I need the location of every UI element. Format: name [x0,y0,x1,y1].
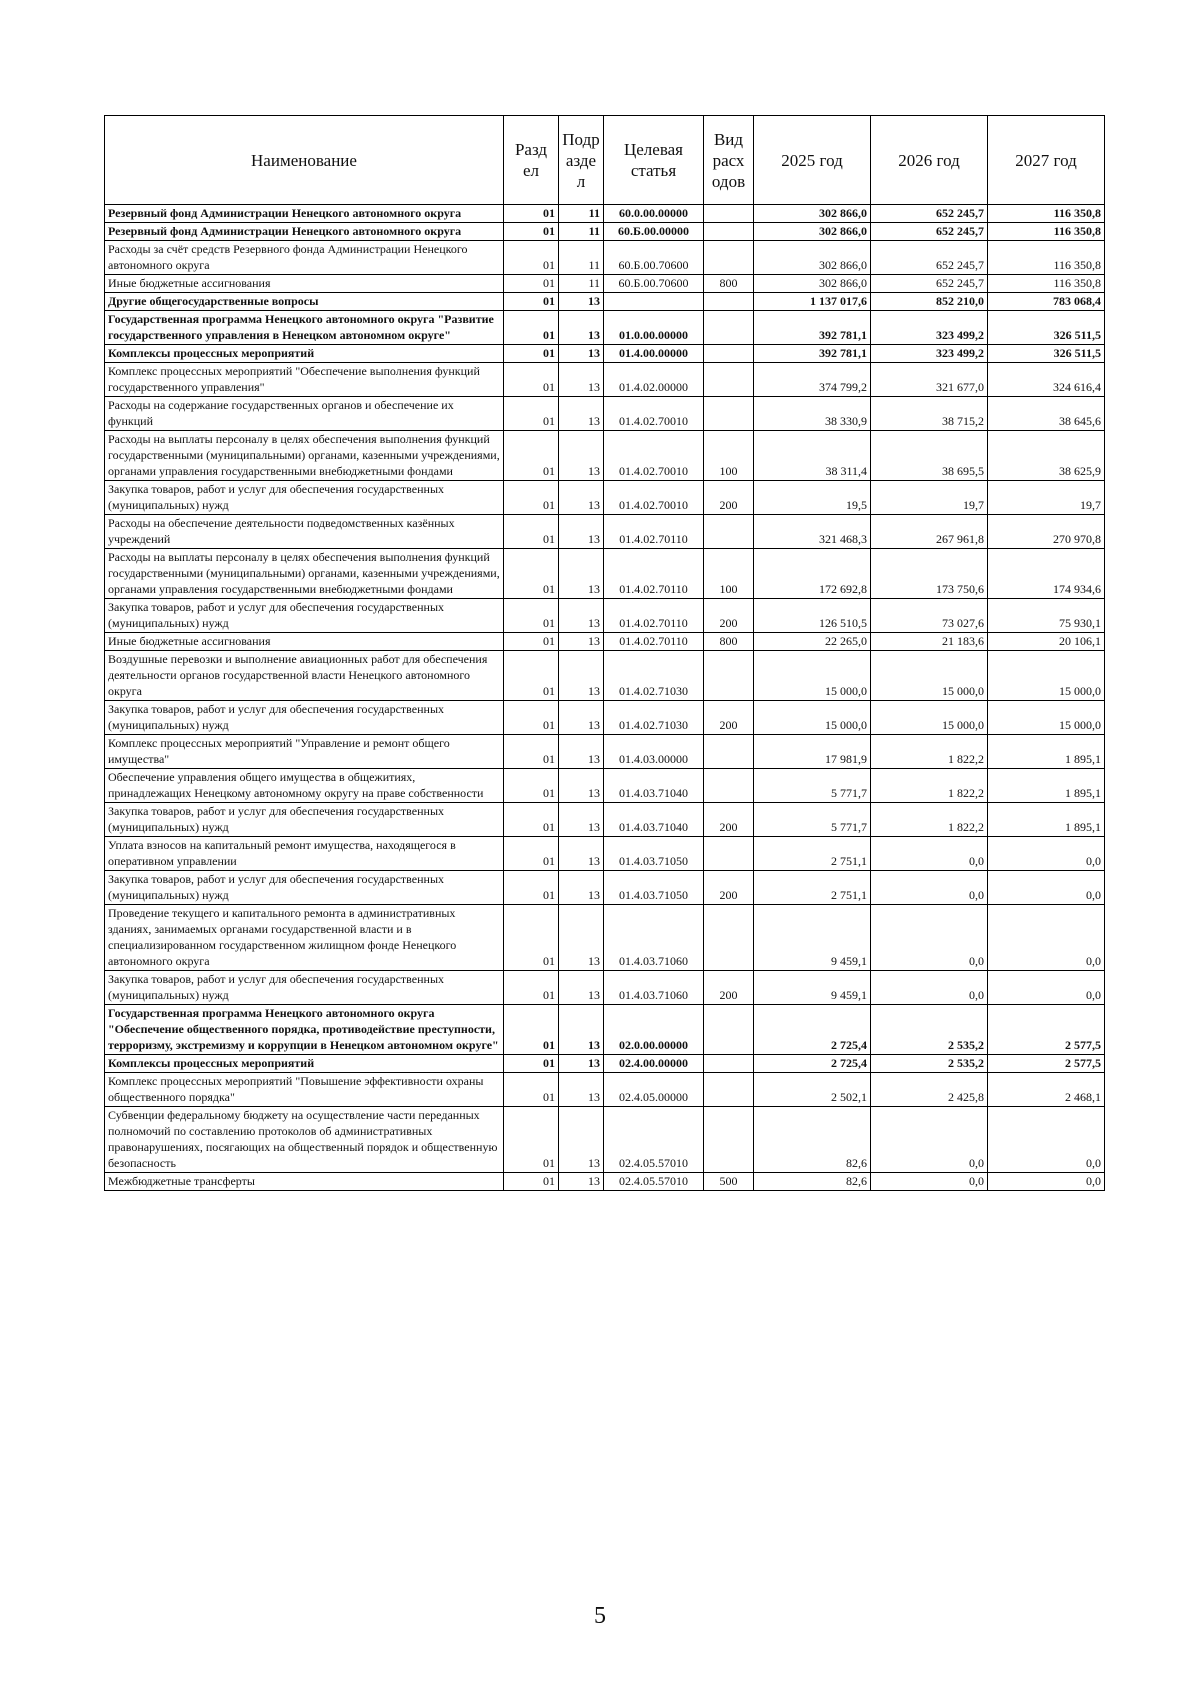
table-row [105,599,1105,633]
cell-name: Субвенции федеральному бюджету на осуществление части переданных полномочий по составлению протоколов об административных правонарушениях, посягающих на общественный порядок и общественную безопасность [105,1107,504,1173]
cell-amount-2026: 0,0 [871,1107,988,1173]
cell-expense-kind: 800 [704,275,754,293]
cell-amount-2027: 2 577,5 [988,1055,1105,1073]
cell-amount-2025: 2 502,1 [754,1073,871,1107]
cell-amount-2026: 0,0 [871,837,988,871]
cell-subsection: 13 [559,599,604,633]
table-row [105,481,1105,515]
cell-section: 01 [504,971,559,1005]
cell-amount-2027: 19,7 [988,481,1105,515]
cell-expense-kind: 800 [704,633,754,651]
cell-amount-2026: 1 822,2 [871,769,988,803]
cell-expense-kind: 100 [704,431,754,481]
cell-subsection: 13 [559,871,604,905]
cell-amount-2027: 116 350,8 [988,241,1105,275]
table-row [105,837,1105,871]
cell-target-article: 01.4.03.71050 [604,871,704,905]
cell-expense-kind [704,1055,754,1073]
cell-amount-2027: 0,0 [988,971,1105,1005]
cell-amount-2026: 0,0 [871,1173,988,1191]
table-row [105,363,1105,397]
table-row [105,871,1105,905]
cell-amount-2025: 2 751,1 [754,871,871,905]
cell-expense-kind [704,769,754,803]
cell-section: 01 [504,293,559,311]
cell-amount-2025: 15 000,0 [754,651,871,701]
cell-section: 01 [504,311,559,345]
cell-amount-2026: 2 535,2 [871,1005,988,1055]
cell-subsection: 13 [559,345,604,363]
cell-name: Закупка товаров, работ и услуг для обеспечения государственных (муниципальных) нужд [105,701,504,735]
cell-target-article: 01.4.02.71030 [604,701,704,735]
table-row [105,1055,1105,1073]
header-year-2027: 2027 год [988,116,1105,205]
cell-amount-2027: 38 645,6 [988,397,1105,431]
cell-target-article [604,293,704,311]
cell-section: 01 [504,701,559,735]
cell-expense-kind [704,1107,754,1173]
cell-name: Уплата взносов на капитальный ремонт имущества, находящегося в оперативном управлении [105,837,504,871]
cell-amount-2026: 15 000,0 [871,651,988,701]
cell-amount-2026: 321 677,0 [871,363,988,397]
cell-amount-2027: 75 930,1 [988,599,1105,633]
table-row [105,549,1105,599]
cell-amount-2027: 2 468,1 [988,1073,1105,1107]
cell-subsection: 13 [559,971,604,1005]
cell-amount-2025: 38 330,9 [754,397,871,431]
cell-amount-2027: 324 616,4 [988,363,1105,397]
cell-expense-kind [704,397,754,431]
cell-section: 01 [504,549,559,599]
cell-amount-2026: 1 822,2 [871,735,988,769]
table-row [105,803,1105,837]
table-row [105,735,1105,769]
cell-name: Резервный фонд Администрации Ненецкого автономного округа [105,223,504,241]
header-expense-kind: Вид расх одов [704,116,754,205]
cell-expense-kind [704,363,754,397]
cell-section: 01 [504,599,559,633]
cell-amount-2027: 20 106,1 [988,633,1105,651]
cell-amount-2027: 270 970,8 [988,515,1105,549]
cell-subsection: 13 [559,431,604,481]
cell-subsection: 13 [559,803,604,837]
cell-name: Другие общегосударственные вопросы [105,293,504,311]
cell-section: 01 [504,871,559,905]
cell-target-article: 01.4.02.70010 [604,431,704,481]
header-name: Наименование [105,116,504,205]
cell-amount-2026: 2 425,8 [871,1073,988,1107]
cell-amount-2026: 173 750,6 [871,549,988,599]
cell-section: 01 [504,205,559,223]
cell-target-article: 02.0.00.00000 [604,1005,704,1055]
cell-amount-2026: 15 000,0 [871,701,988,735]
cell-subsection: 13 [559,769,604,803]
cell-amount-2025: 392 781,1 [754,345,871,363]
cell-amount-2025: 19,5 [754,481,871,515]
cell-amount-2027: 116 350,8 [988,205,1105,223]
cell-amount-2027: 0,0 [988,1173,1105,1191]
table-row [105,275,1105,293]
cell-section: 01 [504,1005,559,1055]
cell-target-article: 02.4.05.57010 [604,1173,704,1191]
cell-expense-kind: 200 [704,871,754,905]
table-header-row [105,116,1105,205]
cell-target-article: 60.Б.00.70600 [604,241,704,275]
cell-section: 01 [504,803,559,837]
cell-target-article: 01.4.02.70010 [604,397,704,431]
table-row [105,633,1105,651]
cell-name: Воздушные перевозки и выполнение авиационных работ для обеспечения деятельности органов государственной власти Ненецкого автономного округа [105,651,504,701]
cell-target-article: 01.4.02.70010 [604,481,704,515]
cell-section: 01 [504,1073,559,1107]
cell-expense-kind [704,205,754,223]
cell-subsection: 13 [559,549,604,599]
cell-amount-2025: 5 771,7 [754,769,871,803]
cell-amount-2026: 73 027,6 [871,599,988,633]
cell-name: Иные бюджетные ассигнования [105,633,504,651]
cell-amount-2027: 2 577,5 [988,1005,1105,1055]
cell-amount-2025: 2 751,1 [754,837,871,871]
cell-target-article: 01.4.03.71040 [604,769,704,803]
cell-amount-2025: 38 311,4 [754,431,871,481]
table-row [105,1005,1105,1055]
cell-target-article: 01.4.02.71030 [604,651,704,701]
cell-amount-2026: 652 245,7 [871,223,988,241]
cell-target-article: 01.4.02.00000 [604,363,704,397]
cell-subsection: 13 [559,701,604,735]
cell-expense-kind: 100 [704,549,754,599]
table-row [105,345,1105,363]
cell-amount-2026: 1 822,2 [871,803,988,837]
cell-amount-2027: 0,0 [988,871,1105,905]
cell-name: Закупка товаров, работ и услуг для обеспечения государственных (муниципальных) нужд [105,803,504,837]
cell-name: Расходы за счёт средств Резервного фонда Администрации Ненецкого автономного округа [105,241,504,275]
cell-amount-2027: 326 511,5 [988,345,1105,363]
cell-amount-2027: 1 895,1 [988,735,1105,769]
cell-amount-2025: 82,6 [754,1173,871,1191]
cell-amount-2027: 15 000,0 [988,701,1105,735]
cell-name: Комплексы процессных мероприятий [105,1055,504,1073]
cell-amount-2026: 652 245,7 [871,241,988,275]
cell-section: 01 [504,769,559,803]
cell-name: Закупка товаров, работ и услуг для обеспечения государственных (муниципальных) нужд [105,871,504,905]
cell-target-article: 01.0.00.00000 [604,311,704,345]
table-row [105,701,1105,735]
cell-name: Расходы на выплаты персоналу в целях обеспечения выполнения функций государственными (муниципальными) органами, казенными учреждениями, органами управления государственными внебюджетными фондами [105,431,504,481]
cell-subsection: 13 [559,481,604,515]
cell-subsection: 13 [559,735,604,769]
cell-name: Комплексы процессных мероприятий [105,345,504,363]
cell-name: Расходы на выплаты персоналу в целях обеспечения выполнения функций государственными (муниципальными) органами, казенными учреждениями, органами управления государственными внебюджетными фондами [105,549,504,599]
cell-target-article: 60.Б.00.00000 [604,223,704,241]
cell-expense-kind [704,241,754,275]
cell-expense-kind [704,345,754,363]
cell-target-article: 60.Б.00.70600 [604,275,704,293]
cell-amount-2025: 2 725,4 [754,1005,871,1055]
table-row [105,905,1105,971]
cell-expense-kind [704,515,754,549]
cell-target-article: 01.4.02.70110 [604,599,704,633]
cell-amount-2026: 852 210,0 [871,293,988,311]
header-target-article: Целевая статья [604,116,704,205]
cell-name: Проведение текущего и капитального ремонта в административных зданиях, занимаемых органами государственной власти и в специализированном государственном жилищном фонде Ненецкого автономного округа [105,905,504,971]
cell-expense-kind [704,837,754,871]
cell-name: Закупка товаров, работ и услуг для обеспечения государственных (муниципальных) нужд [105,481,504,515]
cell-amount-2025: 9 459,1 [754,971,871,1005]
cell-amount-2027: 116 350,8 [988,223,1105,241]
cell-target-article: 02.4.00.00000 [604,1055,704,1073]
cell-expense-kind: 200 [704,481,754,515]
cell-section: 01 [504,241,559,275]
cell-section: 01 [504,651,559,701]
table-row [105,1173,1105,1191]
cell-amount-2027: 0,0 [988,1107,1105,1173]
cell-target-article: 01.4.03.00000 [604,735,704,769]
cell-expense-kind [704,311,754,345]
cell-subsection: 13 [559,905,604,971]
cell-target-article: 01.4.03.71060 [604,971,704,1005]
cell-target-article: 01.4.00.00000 [604,345,704,363]
cell-amount-2026: 323 499,2 [871,345,988,363]
cell-name: Закупка товаров, работ и услуг для обеспечения государственных (муниципальных) нужд [105,971,504,1005]
cell-subsection: 11 [559,275,604,293]
cell-amount-2025: 15 000,0 [754,701,871,735]
cell-expense-kind [704,1005,754,1055]
table-row [105,293,1105,311]
cell-amount-2026: 267 961,8 [871,515,988,549]
cell-section: 01 [504,905,559,971]
table-row [105,971,1105,1005]
cell-target-article: 01.4.02.70110 [604,515,704,549]
cell-amount-2027: 1 895,1 [988,769,1105,803]
cell-amount-2026: 652 245,7 [871,275,988,293]
cell-amount-2027: 1 895,1 [988,803,1105,837]
cell-amount-2026: 323 499,2 [871,311,988,345]
cell-expense-kind [704,1073,754,1107]
cell-amount-2026: 38 715,2 [871,397,988,431]
header-year-2025: 2025 год [754,116,871,205]
cell-section: 01 [504,515,559,549]
cell-section: 01 [504,223,559,241]
cell-subsection: 11 [559,223,604,241]
header-year-2026: 2026 год [871,116,988,205]
cell-subsection: 13 [559,293,604,311]
cell-amount-2026: 19,7 [871,481,988,515]
cell-subsection: 13 [559,1173,604,1191]
table-row [105,651,1105,701]
cell-expense-kind: 500 [704,1173,754,1191]
cell-expense-kind [704,905,754,971]
cell-section: 01 [504,735,559,769]
cell-name: Иные бюджетные ассигнования [105,275,504,293]
cell-name: Резервный фонд Администрации Ненецкого автономного округа [105,205,504,223]
table-row [105,205,1105,223]
cell-expense-kind: 200 [704,701,754,735]
cell-subsection: 13 [559,1055,604,1073]
cell-amount-2025: 126 510,5 [754,599,871,633]
cell-section: 01 [504,363,559,397]
cell-section: 01 [504,837,559,871]
table-body [105,205,1105,1191]
cell-section: 01 [504,1173,559,1191]
cell-amount-2025: 9 459,1 [754,905,871,971]
cell-subsection: 11 [559,241,604,275]
cell-amount-2025: 17 981,9 [754,735,871,769]
cell-amount-2025: 82,6 [754,1107,871,1173]
table-row [105,1107,1105,1173]
cell-section: 01 [504,397,559,431]
cell-amount-2027: 116 350,8 [988,275,1105,293]
cell-target-article: 02.4.05.57010 [604,1107,704,1173]
cell-amount-2025: 5 771,7 [754,803,871,837]
cell-target-article: 01.4.03.71060 [604,905,704,971]
cell-amount-2027: 783 068,4 [988,293,1105,311]
cell-name: Закупка товаров, работ и услуг для обеспечения государственных (муниципальных) нужд [105,599,504,633]
table-row [105,515,1105,549]
table-row [105,769,1105,803]
header-subsection: Подр азде л [559,116,604,205]
table-row [105,431,1105,481]
cell-amount-2025: 302 866,0 [754,275,871,293]
cell-target-article: 01.4.02.70110 [604,633,704,651]
cell-target-article: 02.4.05.00000 [604,1073,704,1107]
cell-subsection: 13 [559,397,604,431]
cell-amount-2025: 374 799,2 [754,363,871,397]
cell-section: 01 [504,633,559,651]
cell-expense-kind [704,735,754,769]
cell-subsection: 13 [559,363,604,397]
table-row [105,397,1105,431]
cell-subsection: 13 [559,515,604,549]
cell-target-article: 01.4.03.71050 [604,837,704,871]
cell-target-article: 01.4.02.70110 [604,549,704,599]
cell-expense-kind: 200 [704,971,754,1005]
cell-amount-2026: 0,0 [871,971,988,1005]
cell-name: Комплекс процессных мероприятий "Обеспечение выполнения функций государственного управления" [105,363,504,397]
table-row [105,241,1105,275]
cell-target-article: 01.4.03.71040 [604,803,704,837]
cell-subsection: 13 [559,1005,604,1055]
cell-subsection: 13 [559,1107,604,1173]
cell-amount-2027: 326 511,5 [988,311,1105,345]
cell-name: Обеспечение управления общего имущества в общежитиях, принадлежащих Ненецкому автономному округу на праве собственности [105,769,504,803]
cell-amount-2026: 2 535,2 [871,1055,988,1073]
cell-expense-kind [704,223,754,241]
cell-target-article: 60.0.00.00000 [604,205,704,223]
table-row [105,223,1105,241]
cell-section: 01 [504,1107,559,1173]
header-section: Разд ел [504,116,559,205]
page-number: 5 [594,1603,606,1629]
cell-amount-2025: 302 866,0 [754,241,871,275]
cell-amount-2026: 652 245,7 [871,205,988,223]
budget-table [104,115,1105,1191]
cell-expense-kind: 200 [704,803,754,837]
cell-name: Комплекс процессных мероприятий "Повышение эффективности охраны общественного порядка" [105,1073,504,1107]
cell-amount-2025: 392 781,1 [754,311,871,345]
cell-name: Комплекс процессных мероприятий "Управление и ремонт общего имущества" [105,735,504,769]
cell-amount-2025: 302 866,0 [754,223,871,241]
cell-subsection: 13 [559,311,604,345]
cell-amount-2025: 1 137 017,6 [754,293,871,311]
cell-amount-2026: 38 695,5 [871,431,988,481]
cell-amount-2025: 22 265,0 [754,633,871,651]
cell-section: 01 [504,345,559,363]
cell-amount-2026: 21 183,6 [871,633,988,651]
cell-amount-2026: 0,0 [871,871,988,905]
cell-amount-2025: 172 692,8 [754,549,871,599]
cell-subsection: 13 [559,651,604,701]
cell-subsection: 13 [559,1073,604,1107]
cell-amount-2027: 0,0 [988,905,1105,971]
cell-amount-2027: 38 625,9 [988,431,1105,481]
cell-name: Государственная программа Ненецкого автономного округа "Развитие государственного управления в Ненецком автономном округе" [105,311,504,345]
cell-amount-2027: 15 000,0 [988,651,1105,701]
cell-name: Расходы на обеспечение деятельности подведомственных казённых учреждений [105,515,504,549]
cell-amount-2026: 0,0 [871,905,988,971]
cell-expense-kind: 200 [704,599,754,633]
cell-subsection: 13 [559,633,604,651]
cell-section: 01 [504,275,559,293]
cell-section: 01 [504,1055,559,1073]
cell-name: Государственная программа Ненецкого автономного округа "Обеспечение общественного порядка, противодействие преступности, терроризму, экстремизму и коррупции в Ненецком автономном округе" [105,1005,504,1055]
cell-name: Расходы на содержание государственных органов и обеспечение их функций [105,397,504,431]
cell-expense-kind [704,651,754,701]
cell-expense-kind [704,293,754,311]
cell-section: 01 [504,431,559,481]
cell-amount-2027: 0,0 [988,837,1105,871]
cell-name: Межбюджетные трансферты [105,1173,504,1191]
cell-subsection: 11 [559,205,604,223]
cell-amount-2025: 302 866,0 [754,205,871,223]
cell-amount-2025: 321 468,3 [754,515,871,549]
cell-subsection: 13 [559,837,604,871]
cell-section: 01 [504,481,559,515]
table-row [105,1073,1105,1107]
cell-amount-2025: 2 725,4 [754,1055,871,1073]
cell-amount-2027: 174 934,6 [988,549,1105,599]
table-row [105,311,1105,345]
